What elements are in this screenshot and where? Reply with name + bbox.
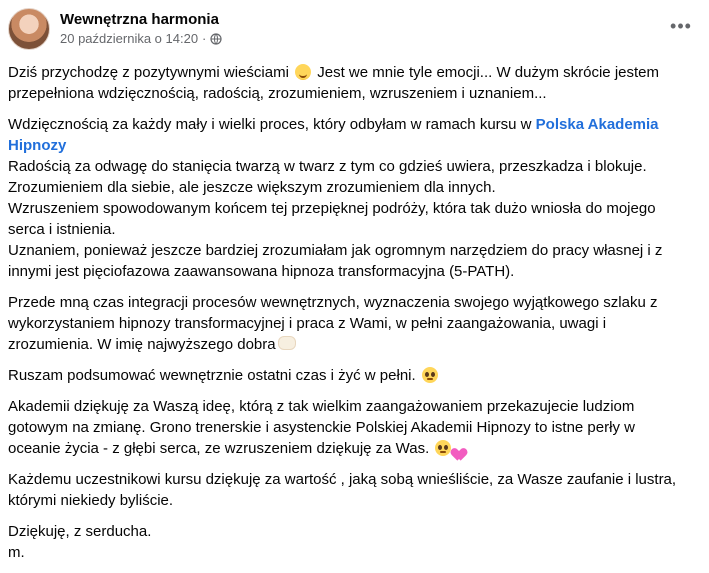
text-span: Ruszam podsumować wewnętrznie ostatni czas i żyć w pełni. bbox=[8, 367, 420, 384]
post-header bbox=[8, 8, 222, 56]
text-span: Jest we mnie tyle emocji... W dużym skrócie jestem bbox=[313, 64, 660, 81]
more-options-icon[interactable]: ••• bbox=[670, 15, 692, 36]
paragraph-4 bbox=[8, 365, 698, 386]
post-text bbox=[8, 62, 698, 573]
text-line: serca i istnienia. bbox=[8, 221, 116, 238]
paragraph-1 bbox=[8, 62, 698, 104]
post-date[interactable]: 20 października o 14:20 bbox=[60, 31, 199, 46]
text-line: Akademii dziękuję za Waszą ideę, którą z tak wielkim zaangażowaniem przekazujecie ludziom bbox=[8, 398, 635, 415]
hands-icon bbox=[278, 336, 296, 350]
smiling-face-icon bbox=[295, 64, 311, 80]
teary-face-icon bbox=[435, 440, 451, 456]
text-line: Radością za odwagę do stanięcia twarzą w twarz z tym co gdzieś uwiera, przeszkadza i blokuje. bbox=[8, 158, 647, 175]
text-span: oceanie życia - z głębi serca, ze wzruszeniem dziękuję za Was. bbox=[8, 440, 434, 457]
text-span: zrozumienia. W imię najwyższego dobra bbox=[8, 336, 276, 353]
paragraph-3 bbox=[8, 292, 698, 355]
teary-face-icon bbox=[422, 367, 438, 383]
text-line: wykorzystaniem hipnozy transformacyjnej i praca z Wami, w pełni zaangażowania, uwagi i bbox=[8, 315, 607, 332]
text-span: Dziś przychodzę z pozytywnymi wieściami bbox=[8, 64, 294, 81]
avatar[interactable] bbox=[8, 8, 50, 50]
text-line: Wzruszeniem spowodowanym końcem tej przepięknej podróży, która tak dużo wniosła do mojego bbox=[8, 200, 656, 217]
text-line: innymi jest pięciofazowa zaawansowana hipnoza transformacyjna (5-PATH). bbox=[8, 263, 515, 280]
pink-heart-icon bbox=[455, 442, 471, 456]
paragraph-2 bbox=[8, 114, 698, 282]
text-line: gotowym na zmianę. Grono trenerskie i asystenckie Polskiej Akademii Hipnozy to istne perły w bbox=[8, 419, 635, 436]
text-line: Uznaniem, ponieważ jeszcze bardziej zrozumiałam jak ogromnym narzędziem do pracy własnej i z bbox=[8, 242, 663, 259]
text-line: Przede mną czas integracji procesów wewnętrznych, wyznaczenia swojego wyjątkowego szlaku z bbox=[8, 294, 658, 311]
mention-link-continued[interactable]: Hipnozy bbox=[8, 137, 67, 154]
mention-link[interactable]: Polska Akademia bbox=[535, 116, 659, 133]
text-line: którymi niekiedy byliście. bbox=[8, 492, 174, 509]
text-line: m. bbox=[8, 544, 25, 561]
text-span: Wdzięcznością za każdy mały i wielki proces, który odbyłam w ramach kursu w bbox=[8, 116, 536, 133]
paragraph-5 bbox=[8, 396, 698, 459]
post-subline bbox=[60, 30, 222, 48]
separator-dot: · bbox=[202, 31, 207, 46]
text-line: Każdemu uczestnikowi kursu dziękuję za wartość , jaką sobą wnieśliście, za Wasze zaufanie i lustra, bbox=[8, 471, 677, 488]
text-line: Dziękuję, z serducha. bbox=[8, 523, 152, 540]
paragraph-6 bbox=[8, 469, 698, 511]
globe-icon bbox=[210, 33, 222, 45]
author-name[interactable]: Wewnętrzna harmonia bbox=[60, 11, 219, 28]
text-line: przepełniona wdzięcznością, radością, zrozumieniem, wzruszeniem i uznaniem... bbox=[8, 85, 547, 102]
text-line: Zrozumieniem dla siebie, ale jeszcze większym zrozumieniem dla innych. bbox=[8, 179, 496, 196]
post-meta bbox=[60, 8, 222, 48]
